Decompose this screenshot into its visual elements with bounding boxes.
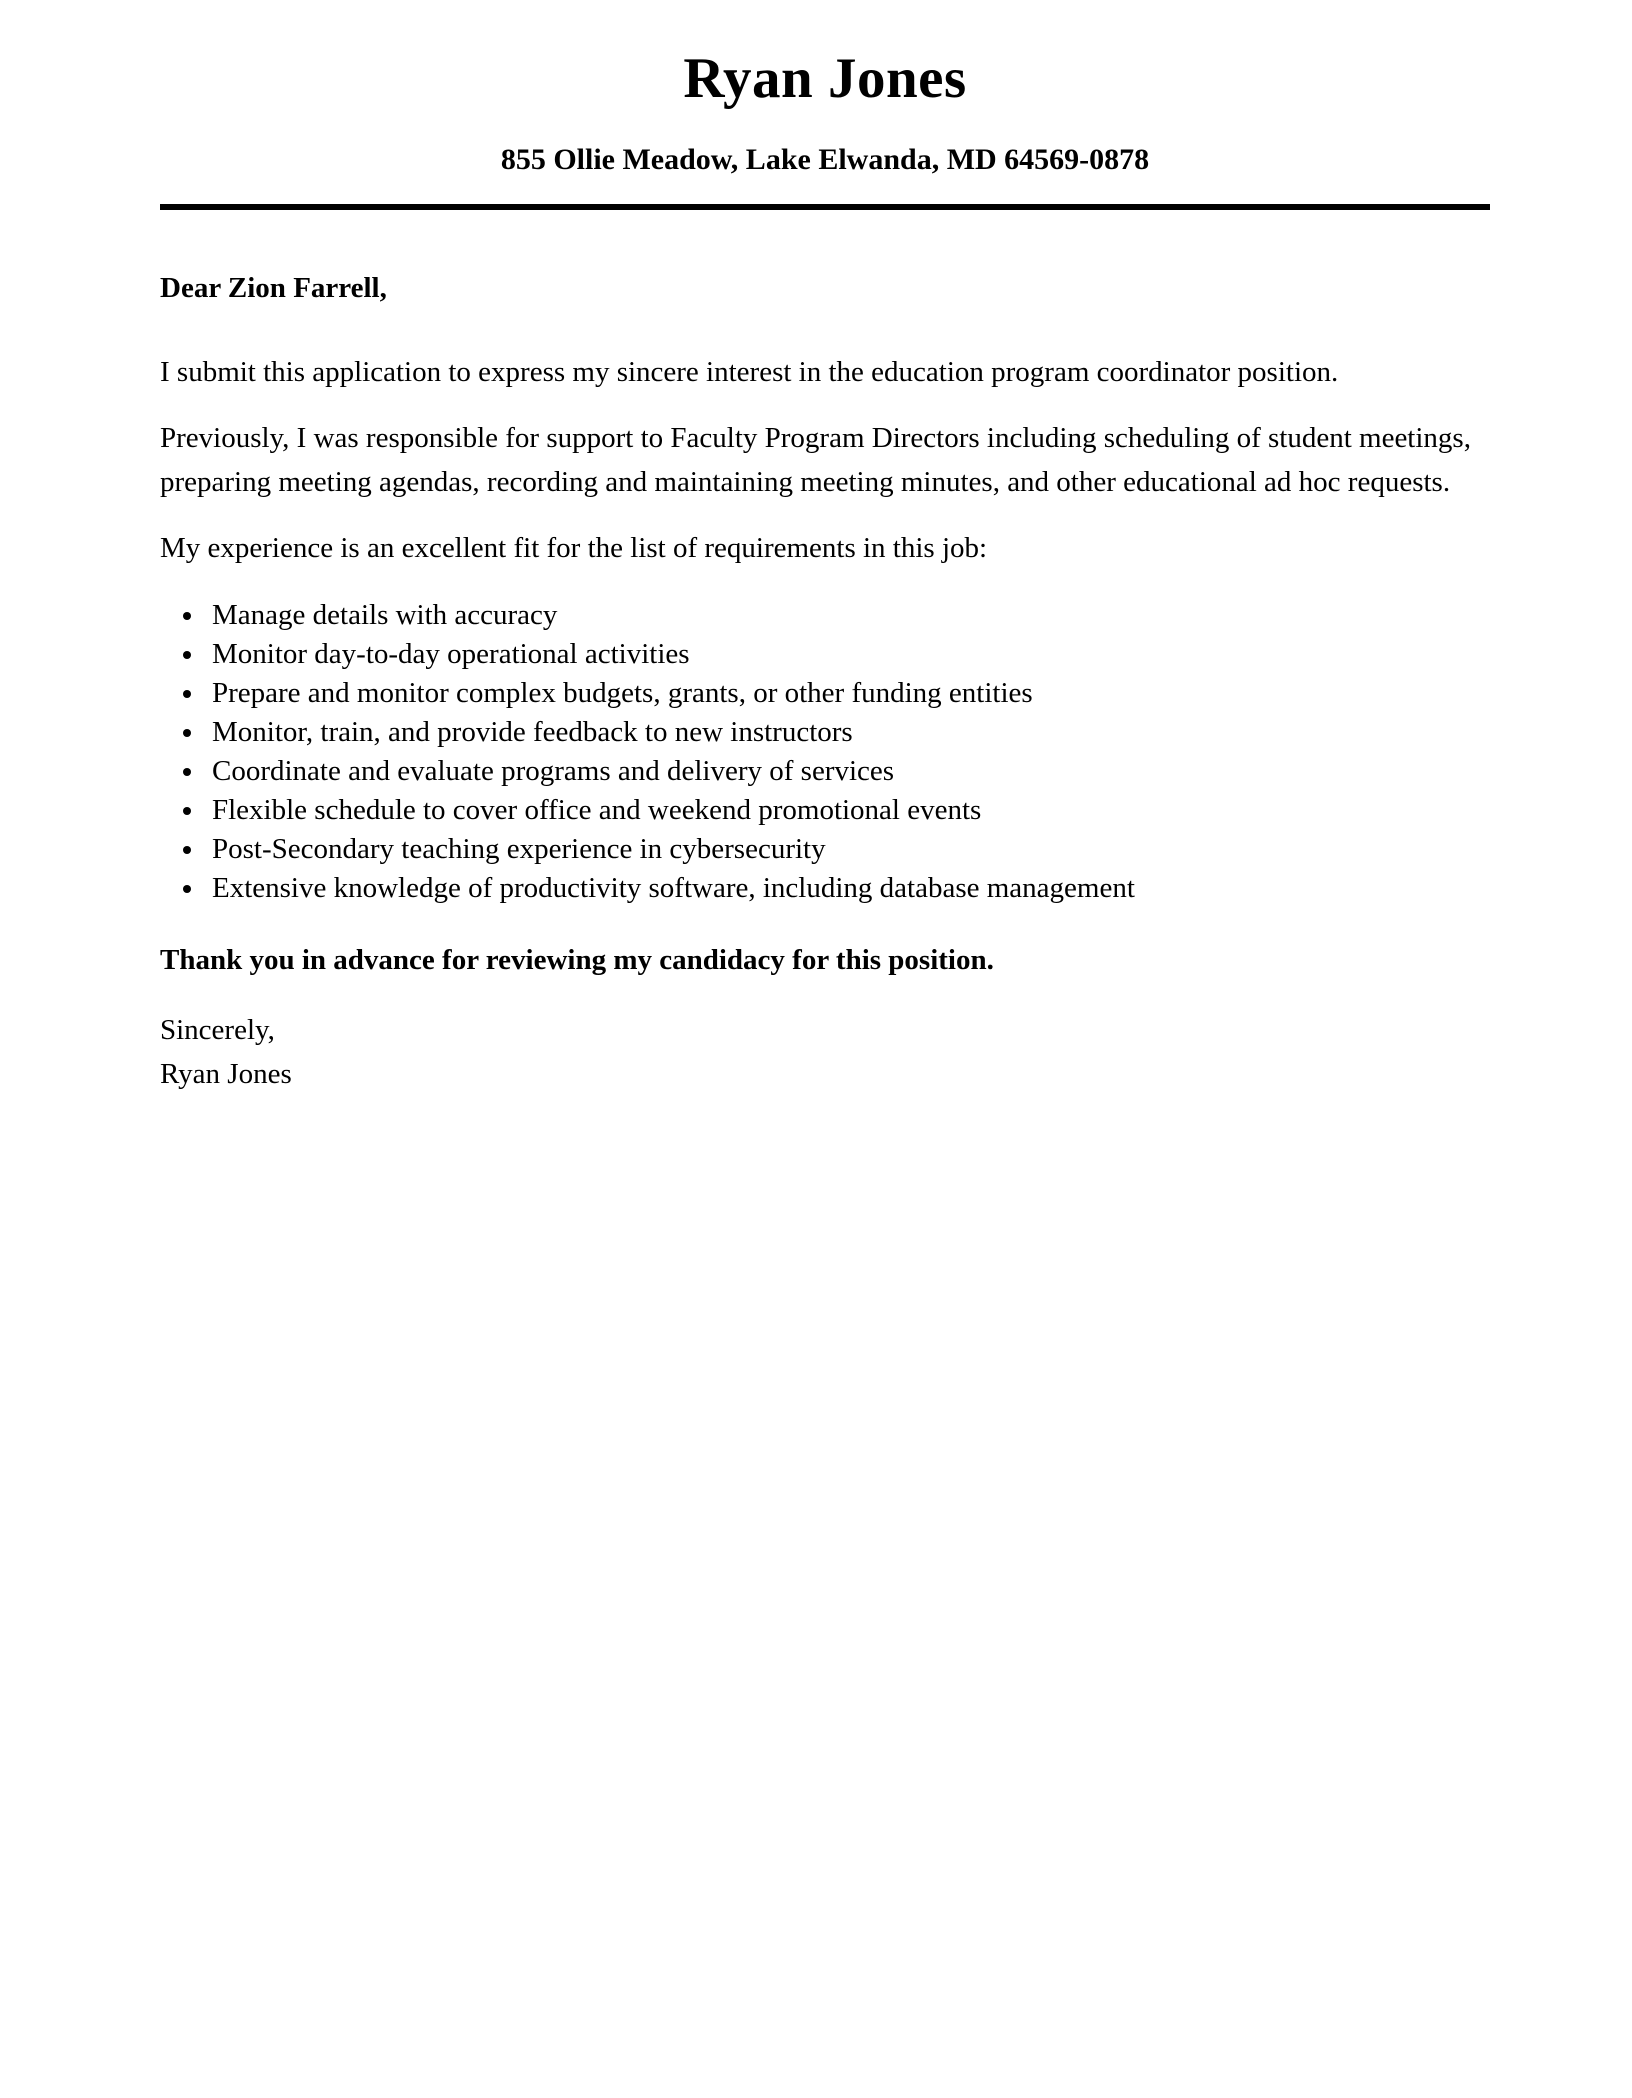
requirement-item: • Coordinate and evaluate programs and delivery of services <box>206 752 1490 791</box>
greeting: Dear Zion Farrell, <box>160 271 387 304</box>
requirement-item: • Prepare and monitor complex budgets, grants, or other funding entities <box>206 674 1490 713</box>
requirement-item: • Post-Secondary teaching experience in cybersecurity <box>206 830 1490 869</box>
signature-block <box>160 1008 1490 1096</box>
signature-name: Ryan Jones <box>160 1057 292 1090</box>
closing-statement: Thank you in advance for reviewing my candidacy for this position. <box>160 943 994 976</box>
requirement-item: • Monitor, train, and provide feedback to new instructors <box>206 713 1490 752</box>
requirement-item: • Flexible schedule to cover office and weekend promotional events <box>206 791 1490 830</box>
applicant-name: Ryan Jones <box>683 47 967 110</box>
fit-paragraph: My experience is an excellent fit for the list of requirements in this job: <box>160 531 988 564</box>
requirement-item: • Extensive knowledge of productivity software, including database management <box>206 869 1490 908</box>
intro-paragraph: I submit this application to express my sincere interest in the education program coordinator position. <box>160 355 1339 388</box>
requirement-item: • Manage details with accuracy <box>206 596 1490 635</box>
letter-body <box>160 266 1490 1096</box>
signoff: Sincerely, <box>160 1013 275 1046</box>
experience-paragraph: Previously, I was responsible for support to Faculty Program Directors including scheduling of student meetings, preparing meeting agendas, recording and maintaining meeting minutes, and other educational ad hoc requests. <box>160 421 1471 498</box>
header-divider <box>160 204 1490 210</box>
applicant-address: 855 Ollie Meadow, Lake Elwanda, MD 64569-0878 <box>500 142 1150 176</box>
requirement-item: • Monitor day-to-day operational activities <box>206 635 1490 674</box>
requirements-list <box>160 596 1490 908</box>
letter-header <box>160 46 1490 210</box>
